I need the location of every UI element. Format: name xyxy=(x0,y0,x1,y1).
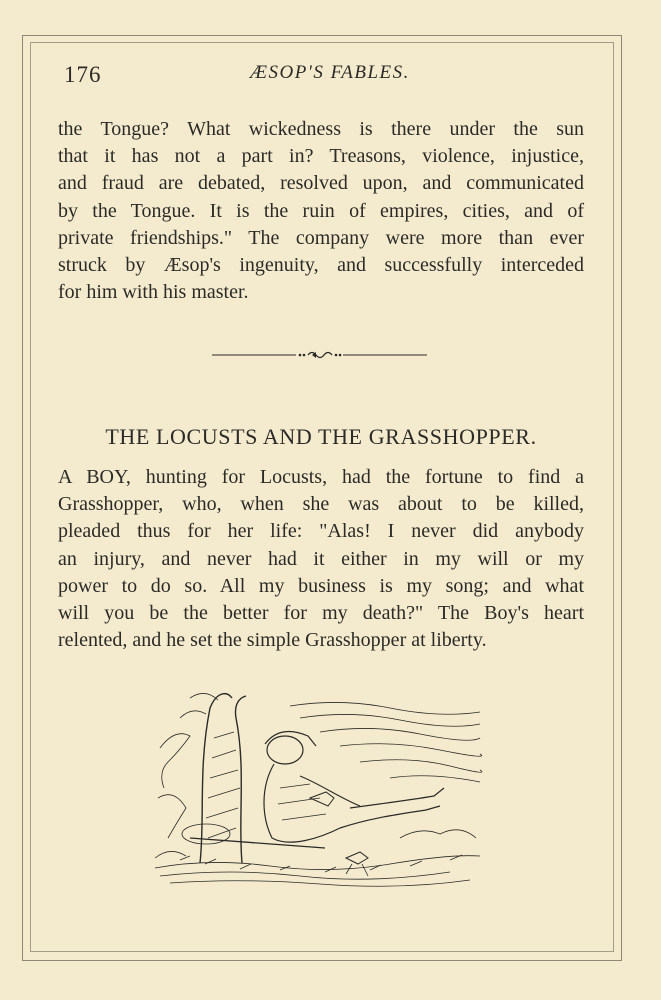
fable-engraving xyxy=(150,688,484,890)
text-line: an injury, and never had it either in my will or my xyxy=(58,547,584,570)
fable-title: THE LOCUSTS AND THE GRASSHOPPER. xyxy=(105,424,537,449)
text-line: relented, and he set the simple Grasshopper at liberty. xyxy=(58,629,487,652)
text-line: that it has not a part in? Treasons, violence, injustice, xyxy=(58,145,584,168)
text-line: will you be the better for my death?" The Boy's heart xyxy=(58,602,584,625)
previous-fable-ending xyxy=(58,116,584,306)
text-line: Grasshopper, who, when she was about to be killed, xyxy=(58,493,584,516)
text-line: power to do so. All my business is my song; and what xyxy=(58,574,584,597)
page-number: 176 xyxy=(64,62,102,87)
text-line: the Tongue? What wickedness is there under the sun xyxy=(58,118,584,140)
text-line: for him with his master. xyxy=(58,281,249,304)
text-line: A BOY, hunting for Locusts, had the fortune to find a xyxy=(58,466,584,488)
text-line: by the Tongue. It is the ruin of empires, cities, and of xyxy=(58,199,584,222)
running-head: ÆSOP'S FABLES. xyxy=(250,62,410,83)
text-line: pleaded thus for her life: "Alas! I never did anybody xyxy=(58,520,584,543)
ornamental-divider xyxy=(212,348,427,362)
fable-text xyxy=(58,464,584,654)
text-line: struck by Æsop's ingenuity, and successfully interceded xyxy=(58,254,584,277)
text-line: and fraud are debated, resolved upon, and communicated xyxy=(58,172,584,195)
text-line: private friendships." The company were more than ever xyxy=(58,226,584,249)
